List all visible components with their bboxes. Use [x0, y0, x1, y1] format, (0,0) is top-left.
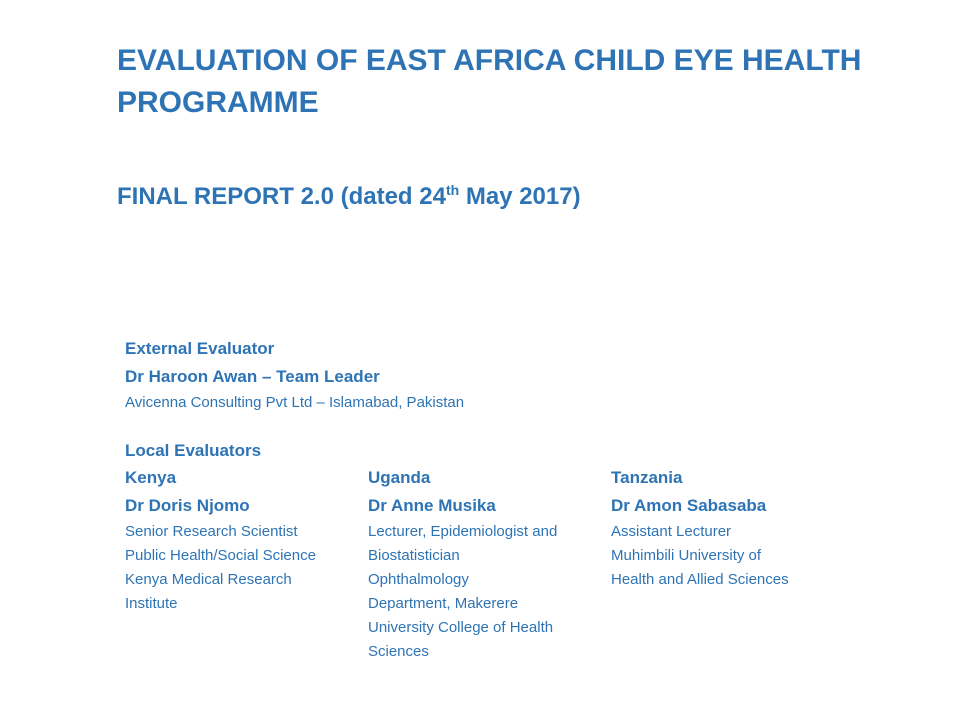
evaluator-detail-line: Department, Makerere	[368, 595, 519, 612]
external-evaluator-heading: External Evaluator	[125, 339, 275, 358]
evaluator-detail-line: Sciences	[368, 643, 429, 660]
local-evaluators-heading: Local Evaluators	[125, 441, 262, 460]
subtitle-date-tail: May 2017)	[459, 183, 581, 210]
evaluator-detail-line: Kenya Medical Research	[125, 571, 292, 588]
country-label: Tanzania	[611, 468, 683, 487]
evaluator-detail-line: Assistant Lecturer	[611, 523, 732, 540]
evaluator-detail-line: Senior Research Scientist	[125, 523, 298, 540]
evaluator-detail-line: Ophthalmology	[368, 571, 469, 588]
subtitle-superscript: th	[445, 182, 460, 198]
subtitle-text: FINAL REPORT 2.0 (dated 24	[117, 183, 446, 210]
evaluator-column-kenya	[125, 464, 365, 616]
team-leader-name: Dr Haroon Awan – Team Leader	[125, 367, 380, 386]
evaluator-column-tanzania	[611, 464, 851, 592]
external-evaluator-section	[125, 335, 825, 415]
report-title: EVALUATION OF EAST AFRICA CHILD EYE HEALTH PROGRAMME	[117, 44, 862, 119]
evaluator-column-uganda	[368, 464, 608, 664]
evaluator-detail-line: Public Health/Social Science	[125, 547, 316, 564]
evaluator-detail-line: Biostatistician	[368, 547, 460, 564]
evaluator-name: Dr Anne Musika	[368, 496, 496, 515]
report-subtitle	[117, 180, 877, 214]
evaluator-detail-line: University College of Health	[368, 619, 554, 636]
evaluator-name: Dr Doris Njomo	[125, 496, 250, 515]
evaluator-detail-line: Lecturer, Epidemiologist and	[368, 523, 558, 540]
country-label: Kenya	[125, 468, 177, 487]
evaluator-name: Dr Amon Sabasaba	[611, 496, 767, 515]
evaluator-detail-line: Health and Allied Sciences	[611, 571, 789, 588]
external-affiliation: Avicenna Consulting Pvt Ltd – Islamabad, Pakistan	[125, 394, 465, 411]
evaluator-detail-line: Institute	[125, 595, 178, 612]
evaluator-detail-line: Muhimbili University of	[611, 547, 762, 564]
country-label: Uganda	[368, 468, 431, 487]
